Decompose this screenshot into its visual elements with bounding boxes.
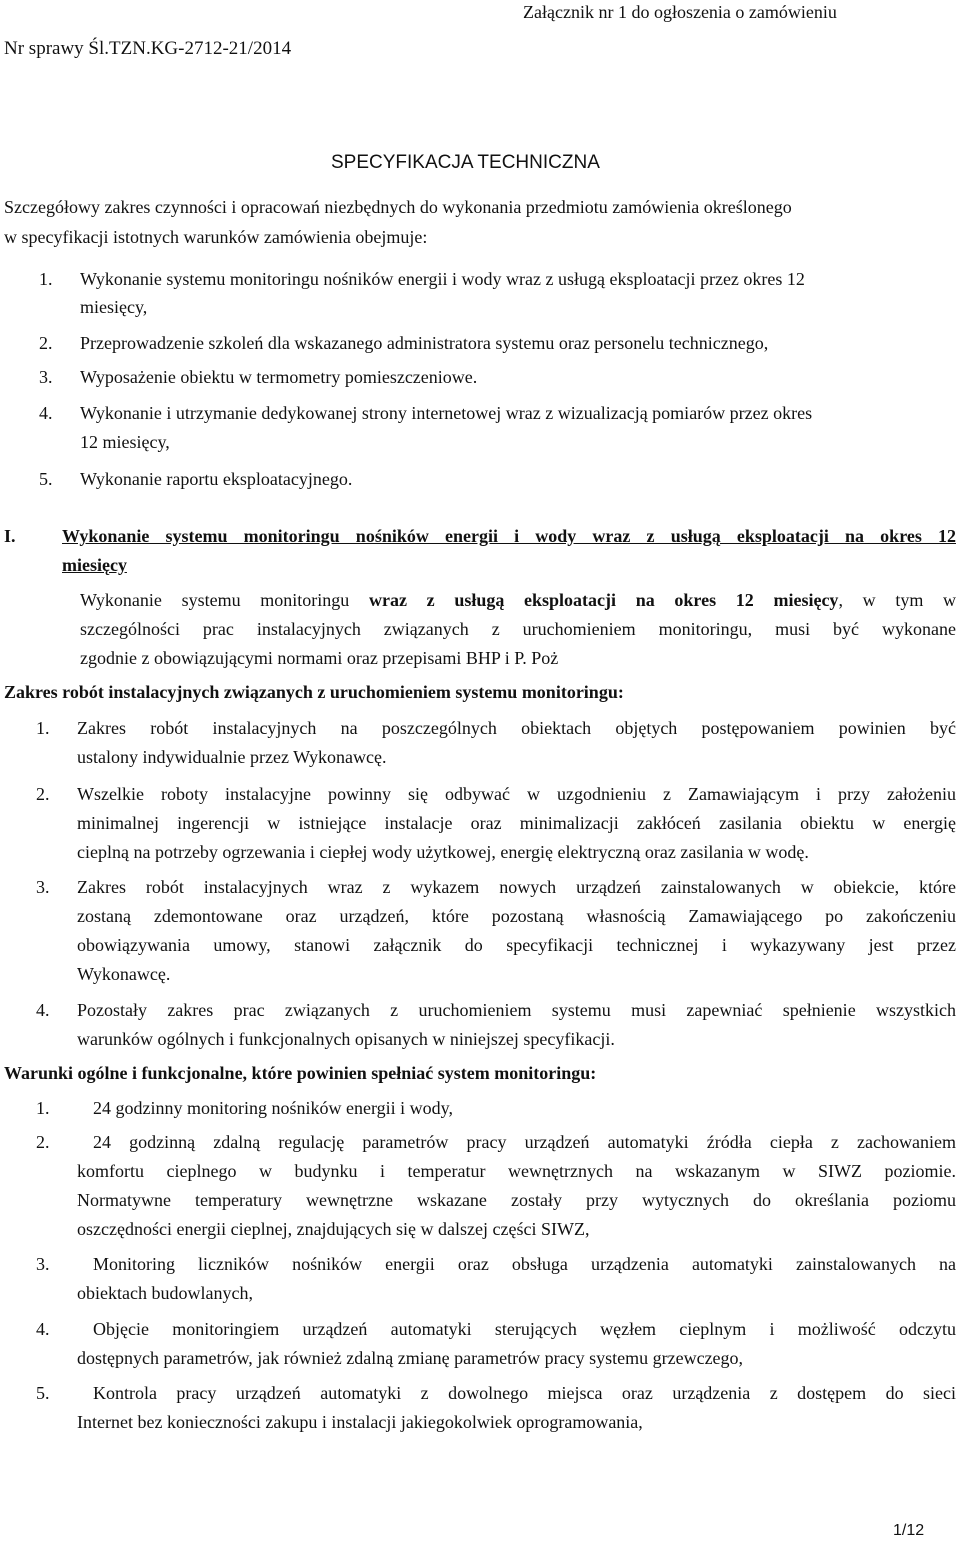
list-item: Wykonanie raportu eksploatacyjnego.: [80, 469, 353, 489]
list-item: Pozostały zakres prac związanych z uruchomieniem systemu musi zapewniać spełnienie wszystkich: [77, 1000, 956, 1020]
list-item-number: 2.: [36, 1132, 50, 1152]
list-item-continuation: oszczędności energii cieplnej, znajdujących się w dalszej części SIWZ,: [77, 1219, 590, 1239]
list-item: Objęcie monitoringiem urządzeń automatyki sterujących węzłem cieplnym i możliwość odczytu: [93, 1319, 956, 1339]
list-item: Wyposażenie obiektu w termometry pomieszczeniowe.: [80, 367, 478, 387]
list-item-number: 1.: [36, 718, 50, 738]
list-item: Zakres robót instalacyjnych na poszczególnych obiektach objętych postępowaniem powinien być: [77, 718, 956, 738]
section-paragraph-line-2: szczególności prac instalacyjnych związanych z uruchomieniem monitoringu, musi być wykonane: [80, 619, 956, 639]
list-item-continuation: zostaną zdemontowane oraz urządzeń, które pozostaną własnością Zamawiającego po zakończeniu: [77, 906, 956, 926]
list-item-number: 1.: [36, 1098, 50, 1118]
list-item: Przeprowadzenie szkoleń dla wskazanego administratora systemu oraz personelu technicznego,: [80, 333, 769, 353]
section-number: I.: [4, 526, 16, 546]
page-number: 1/12: [893, 1522, 925, 1539]
list-item-continuation: warunków ogólnych i funkcjonalnych opisanych w niniejszej specyfikacji.: [77, 1029, 615, 1049]
section-heading: Wykonanie systemu monitoringu nośników energii i wody wraz z usługą eksploatacji na okres 12: [62, 526, 956, 546]
list-item: Wykonanie i utrzymanie dedykowanej strony internetowej wraz z wizualizacją pomiarów przez okres: [80, 403, 813, 423]
section-paragraph-line-3: zgodnie z obowiązującymi normami oraz przepisami BHP i P. Poż: [80, 648, 559, 668]
list-item-continuation: Wykonawcę.: [77, 964, 171, 984]
list-item: Kontrola pracy urządzeń automatyki z dowolnego miejsca oraz urządzenia z dostępem do sieci: [93, 1383, 956, 1403]
list-item: Monitoring liczników nośników energii oraz obsługa urządzenia automatyki zainstalowanych na: [93, 1254, 956, 1274]
section-heading-continuation: miesięcy: [62, 555, 127, 575]
list-item-number: 5.: [36, 1383, 50, 1403]
list-item-number: 1.: [39, 269, 53, 289]
list-item-continuation: cieplną na potrzeby ogrzewania i ciepłej wody użytkowej, energię elektryczną oraz zasilania w wodę.: [77, 842, 809, 862]
list-item: Wykonanie systemu monitoringu nośników energii i wody wraz z usługą eksploatacji przez okres 12: [80, 269, 805, 289]
conditions-heading: Warunki ogólne i funkcjonalne, które powinien spełniać system monitoringu:: [4, 1063, 597, 1083]
list-item-continuation: komfortu cieplnego w budynku i temperatur wewnętrznych na wskazanym w SIWZ poziomie.: [77, 1161, 956, 1181]
list-item-number: 2.: [36, 784, 50, 804]
list-item-continuation: Internet bez konieczności zakupu i instalacji jakiegokolwiek oprogramowania,: [77, 1412, 643, 1432]
list-item-number: 3.: [36, 1254, 50, 1274]
list-item-number: 4.: [36, 1000, 50, 1020]
annex-label: Załącznik nr 1 do ogłoszenia o zamówieniu: [523, 2, 837, 22]
list-item-number: 3.: [39, 367, 53, 387]
list-item-number: 5.: [39, 469, 53, 489]
intro-line-1: Szczegółowy zakres czynności i opracowań niezbędnych do wykonania przedmiotu zamówienia określonego: [4, 197, 792, 217]
list-item-number: 4.: [39, 403, 53, 423]
list-item: Wszelkie roboty instalacyjne powinny się odbywać w uzgodnieniu z Zamawiającym i przy założeniu: [77, 784, 956, 804]
list-item-number: 4.: [36, 1319, 50, 1339]
list-item-continuation: obowiązywania umowy, stanowi załącznik do specyfikacji technicznej i wykazywany jest przez: [77, 935, 956, 955]
list-item-continuation: obiektach budowlanych,: [77, 1283, 253, 1303]
list-item-number: 3.: [36, 877, 50, 897]
list-item-continuation: dostępnych parametrów, jak również zdalną zmianę parametrów pracy systemu grzewczego,: [77, 1348, 744, 1368]
works-heading: Zakres robót instalacyjnych związanych z uruchomieniem systemu monitoringu:: [4, 682, 624, 702]
list-item-continuation: ustalony indywidualnie przez Wykonawcę.: [77, 747, 387, 767]
case-number: Nr sprawy Śl.TZN.KG-2712-21/2014: [4, 38, 292, 59]
list-item-continuation: 12 miesięcy,: [80, 432, 170, 452]
intro-line-2: w specyfikacji istotnych warunków zamówienia obejmuje:: [4, 227, 428, 247]
list-item-number: 2.: [39, 333, 53, 353]
list-item-continuation: miesięcy,: [80, 297, 148, 317]
list-item: Zakres robót instalacyjnych wraz z wykazem nowych urządzeń zainstalowanych w obiekcie, które: [77, 877, 956, 897]
list-item: 24 godzinną zdalną regulację parametrów pracy urządzeń automatyki źródła ciepła z zachowaniem: [93, 1132, 956, 1152]
section-paragraph-line-1: Wykonanie systemu monitoringu wraz z usługą eksploatacji na okres 12 miesięcy, w tym w: [80, 590, 957, 610]
list-item-continuation: minimalnej ingerencji w istniejące instalacje oraz minimalizacji zakłóceń zasilania obiektu w energię: [77, 813, 956, 833]
list-item: 24 godzinny monitoring nośników energii i wody,: [93, 1098, 453, 1118]
list-item-continuation: Normatywne temperatury wewnętrzne wskazane zostały przy wytycznych do określania poziomu: [77, 1190, 956, 1210]
page-title: SPECYFIKACJA TECHNICZNA: [331, 152, 600, 173]
